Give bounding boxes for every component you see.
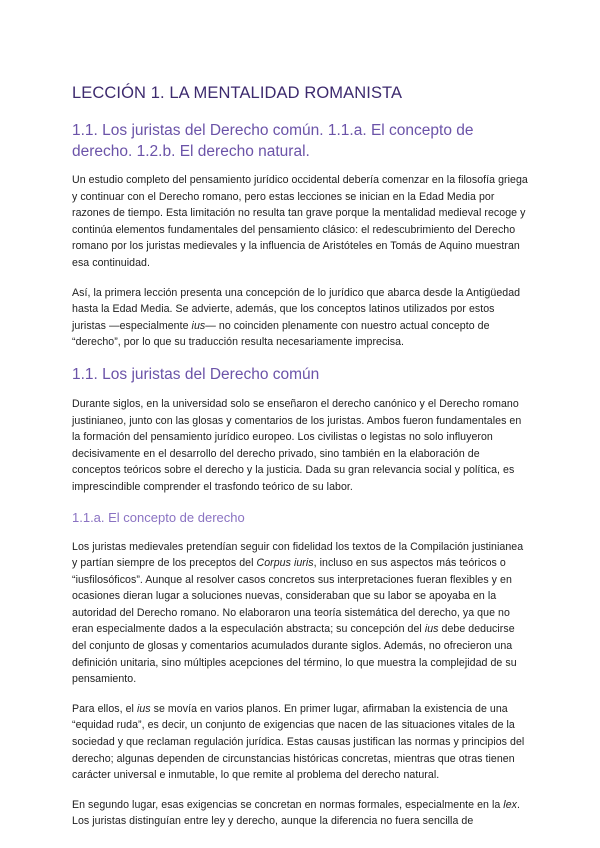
paragraph-scope-text-a: Así, la primera lección presenta una concepción de lo jurídico que abarca desde la Antigüedad hasta la Edad Media. Se advierte, además, que los conceptos latinos utilizados por estos juristas —especialmente xyxy=(72,286,521,332)
paragraph-concepto xyxy=(72,539,528,688)
page-title: LECCIÓN 1. LA MENTALIDAD ROMANISTA xyxy=(72,84,403,102)
paragraph-planos-text-b: se movía en varios planos. En primer lugar, afirmaban la existencia de una “equidad ruda”, es decir, un conjunto de exigencias que nacen de las situaciones vitales de la sociedad y que reclaman regulación jurídica. Estas causas justifican las normas y principios del derecho; algunas dependen de circunstancias históricas concretas, mientras que otras tienen carácter universal e inmutable, lo que remite al problema del derecho natural. xyxy=(72,702,525,782)
term-ius: ius xyxy=(424,623,439,636)
term-lex: lex xyxy=(503,798,517,811)
paragraph-juristas: Durante siglos, en la universidad solo se enseñaron el derecho canónico y el Derecho romano justinianeo, junto con las glosas y comentarios de los juristas. Ambos fueron fundamentales en la formación del pensamiento jurídico europeo. Los civilistas o legistas no solo influyeron decisivamente en el desarrollo del derecho privado, sino también en la elaboración de conceptos teóricos sobre el derecho y la justicia. Dada su gran relevancia social y política, es imprescindible comprender el trasfondo teórico de su labor. xyxy=(72,397,522,493)
document-page xyxy=(72,82,528,830)
section-heading-juristas: 1.1. Los juristas del Derecho común xyxy=(72,365,320,383)
paragraph-concepto-text-c: debe deducirse del conjunto de glosas y comentarios acumulados durante siglos. Además, no ofrecieron una definición unitaria, sino múltiples acepciones del término, lo que muestra la complejidad de su pensamiento. xyxy=(72,623,517,686)
term-ius: ius xyxy=(136,702,151,715)
paragraph-normas xyxy=(72,797,528,830)
paragraph-scope-text-b: — no coinciden plenamente con nuestro actual concepto de “derecho”, por lo que su traducción resulta necesariamente imprecisa. xyxy=(72,319,490,349)
paragraph-normas-text-a: En segundo lugar, esas exigencias se concretan en normas formales, especialmente en la xyxy=(72,798,504,811)
subsection-heading-concepto: 1.1.a. El concepto de derecho xyxy=(72,509,245,525)
section-heading-overview: 1.1. Los juristas del Derecho común. 1.1.a. El concepto de derecho. 1.2.b. El derecho natural. xyxy=(72,122,474,160)
paragraph-planos xyxy=(72,701,528,784)
paragraph-scope xyxy=(72,285,528,351)
paragraph-concepto-text-a: Los juristas medievales pretendían seguir con fidelidad los textos de la Compilación justinianea y partían siempre de los preceptos del xyxy=(72,540,524,570)
paragraph-intro: Un estudio completo del pensamiento jurídico occidental debería comenzar en la filosofía griega y continuar con el Derecho romano, pero estas lecciones se inician en la Edad Media por razones de tiempo. Esta limitación no resulta tan grave porque la mentalidad medieval recoge y continúa elementos fundamentales del pensamiento clásico: el redescubrimiento del Derecho romano por los juristas medievales y la influencia de Aristóteles en Tomás de Aquino muestran esa continuidad. xyxy=(72,174,528,269)
paragraph-concepto-text-b: , incluso en sus aspectos más teóricos o “iusfilosóficos”. Aunque al resolver casos concretos sus interpretaciones fueran flexibles y en ocasiones dieran lugar a soluciones nuevas, consideraban que su labor se apoyaba en la autoridad del Derecho romano. No elaboraron una teoría sistemática del derecho, ya que no eran especialmente dados a la especulación abstracta; su concepción del xyxy=(72,557,512,636)
term-corpus-iuris: Corpus iuris xyxy=(256,557,314,570)
paragraph-normas-text-b: . Los juristas distinguían entre ley y derecho, aunque la diferencia no fuera sencilla de xyxy=(72,798,520,828)
term-ius: ius xyxy=(191,319,206,332)
paragraph-planos-text-a: Para ellos, el xyxy=(72,702,137,715)
